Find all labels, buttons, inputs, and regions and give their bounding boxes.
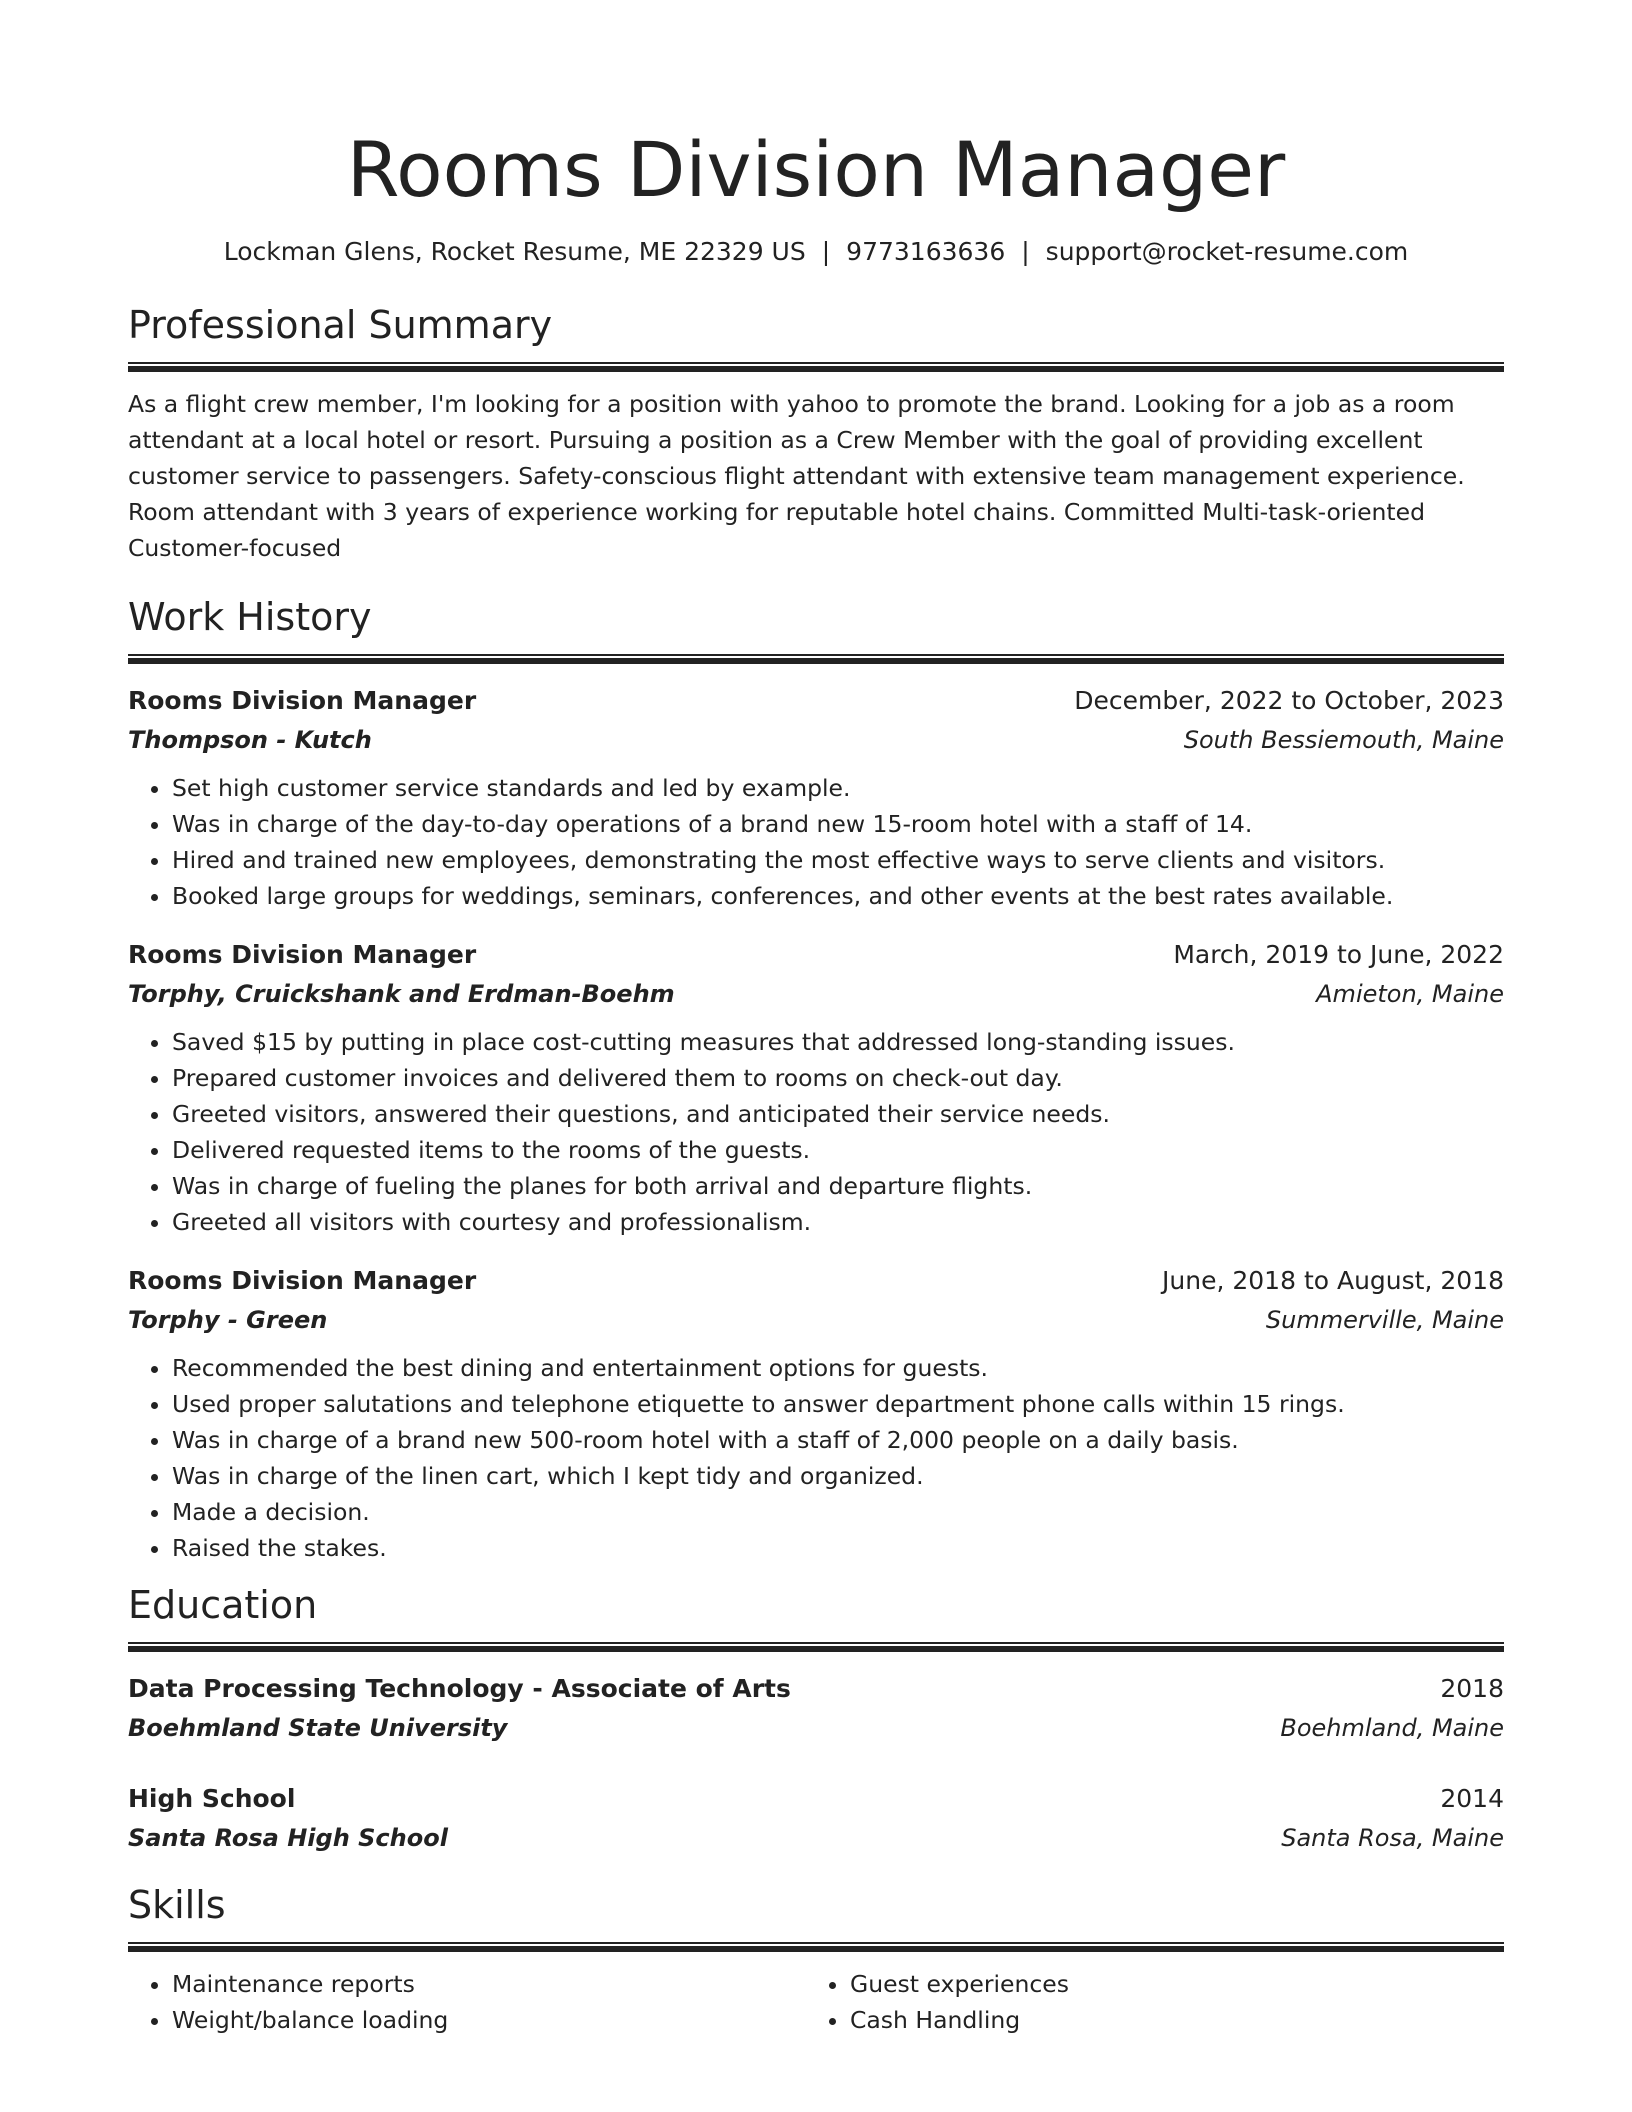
list-item: • Recommended the best dining and entertainment options for guests. xyxy=(172,1350,1504,1386)
list-item: • Hired and trained new employees, demonstrating the most effective ways to serve clients and visitors. xyxy=(172,842,1504,878)
skills-column-left xyxy=(128,1966,806,2038)
work-history-heading: Work History xyxy=(128,595,372,639)
job-dates: June, 2018 to August, 2018 xyxy=(1162,1266,1504,1295)
education-degree: High School xyxy=(128,1784,296,1813)
section-divider xyxy=(128,1942,1504,1952)
list-item: • Used proper salutations and telephone etiquette to answer department phone calls within 15 rings. xyxy=(172,1386,1504,1422)
contact-address: Lockman Glens, Rocket Resume, ME 22329 US xyxy=(223,237,806,266)
list-item: • Booked large groups for weddings, seminars, conferences, and other events at the best rates available. xyxy=(172,878,1504,914)
job-entry xyxy=(128,936,1504,1240)
list-item: • Was in charge of the linen cart, which I kept tidy and organized. xyxy=(172,1458,1504,1494)
education-heading: Education xyxy=(128,1583,318,1627)
education-year: 2014 xyxy=(1440,1784,1504,1813)
list-item: • Set high customer service standards and led by example. xyxy=(172,770,1504,806)
job-dates: December, 2022 to October, 2023 xyxy=(1074,686,1504,715)
resume-page xyxy=(128,0,1504,2038)
education-school: Santa Rosa High School xyxy=(128,1824,448,1852)
job-dates: March, 2019 to June, 2022 xyxy=(1173,940,1504,969)
section-divider xyxy=(128,362,1504,372)
job-title: Rooms Division Manager xyxy=(128,1266,477,1295)
list-item: • Greeted all visitors with courtesy and professionalism. xyxy=(172,1204,1504,1240)
skill-item: • Maintenance reports xyxy=(172,1966,806,2002)
resume-name: Rooms Division Manager xyxy=(346,125,1286,214)
contact-separator: | xyxy=(821,237,831,266)
contact-email: support@rocket-resume.com xyxy=(1045,237,1409,266)
job-bullets xyxy=(128,1350,1504,1566)
section-divider xyxy=(128,654,1504,664)
summary-text: As a flight crew member, I'm looking for a position with yahoo to promote the brand. Looking for a job as a room attendant at a local hotel or resort. Pursuing a position as a Crew Member with the goal of providing excellent customer service to passengers. Safety-conscious flight attendant with extensive team management experience. Room attendant with 3 years of experience working for reputable hotel chains. Committed Multi-task-oriented Customer-focused xyxy=(128,390,1465,562)
list-item: • Prepared customer invoices and delivered them to rooms on check-out day. xyxy=(172,1060,1504,1096)
contact-separator: | xyxy=(1021,237,1030,266)
job-entry xyxy=(128,1262,1504,1566)
skill-item: • Cash Handling xyxy=(850,2002,1484,2038)
section-divider xyxy=(128,1642,1504,1652)
education-degree: Data Processing Technology - Associate of Arts xyxy=(128,1674,791,1703)
list-item: • Made a decision. xyxy=(172,1494,1504,1530)
job-location: Summerville, Maine xyxy=(1265,1306,1504,1334)
list-item: • Was in charge of a brand new 500-room hotel with a staff of 2,000 people on a daily basis. xyxy=(172,1422,1504,1458)
education-year: 2018 xyxy=(1440,1674,1504,1703)
job-company: Torphy - Green xyxy=(128,1306,328,1334)
skill-item: • Guest experiences xyxy=(850,1966,1484,2002)
skills-column-right xyxy=(806,1966,1484,2038)
education-location: Santa Rosa, Maine xyxy=(1281,1824,1504,1852)
education-entry xyxy=(128,1670,1504,1748)
summary-section xyxy=(128,300,1504,566)
education-school: Boehmland State University xyxy=(128,1714,508,1742)
list-item: • Saved $15 by putting in place cost-cutting measures that addressed long-standing issues. xyxy=(172,1024,1504,1060)
job-title: Rooms Division Manager xyxy=(128,686,477,715)
job-company: Thompson - Kutch xyxy=(128,726,372,754)
list-item: • Was in charge of fueling the planes for both arrival and departure flights. xyxy=(172,1168,1504,1204)
job-company: Torphy, Cruickshank and Erdman-Boehm xyxy=(128,980,675,1008)
skills-heading: Skills xyxy=(128,1883,226,1927)
skill-item: • Weight/balance loading xyxy=(172,2002,806,2038)
education-entry xyxy=(128,1780,1504,1858)
contact-phone: 9773163636 xyxy=(846,237,1006,266)
job-title: Rooms Division Manager xyxy=(128,940,477,969)
list-item: • Was in charge of the day-to-day operations of a brand new 15-room hotel with a staff of 14. xyxy=(172,806,1504,842)
work-history-section xyxy=(128,592,1504,1566)
list-item: • Raised the stakes. xyxy=(172,1530,1504,1566)
job-entry xyxy=(128,682,1504,914)
summary-heading: Professional Summary xyxy=(128,303,553,347)
education-section xyxy=(128,1580,1504,1858)
job-location: Amieton, Maine xyxy=(1316,980,1504,1008)
job-bullets xyxy=(128,770,1504,914)
job-bullets xyxy=(128,1024,1504,1240)
job-location: South Bessiemouth, Maine xyxy=(1183,726,1504,754)
list-item: • Delivered requested items to the rooms of the guests. xyxy=(172,1132,1504,1168)
list-item: • Greeted visitors, answered their questions, and anticipated their service needs. xyxy=(172,1096,1504,1132)
education-location: Boehmland, Maine xyxy=(1280,1714,1504,1742)
contact-line xyxy=(128,234,1504,270)
skills-columns xyxy=(128,1966,1504,2038)
skills-section xyxy=(128,1880,1504,2038)
